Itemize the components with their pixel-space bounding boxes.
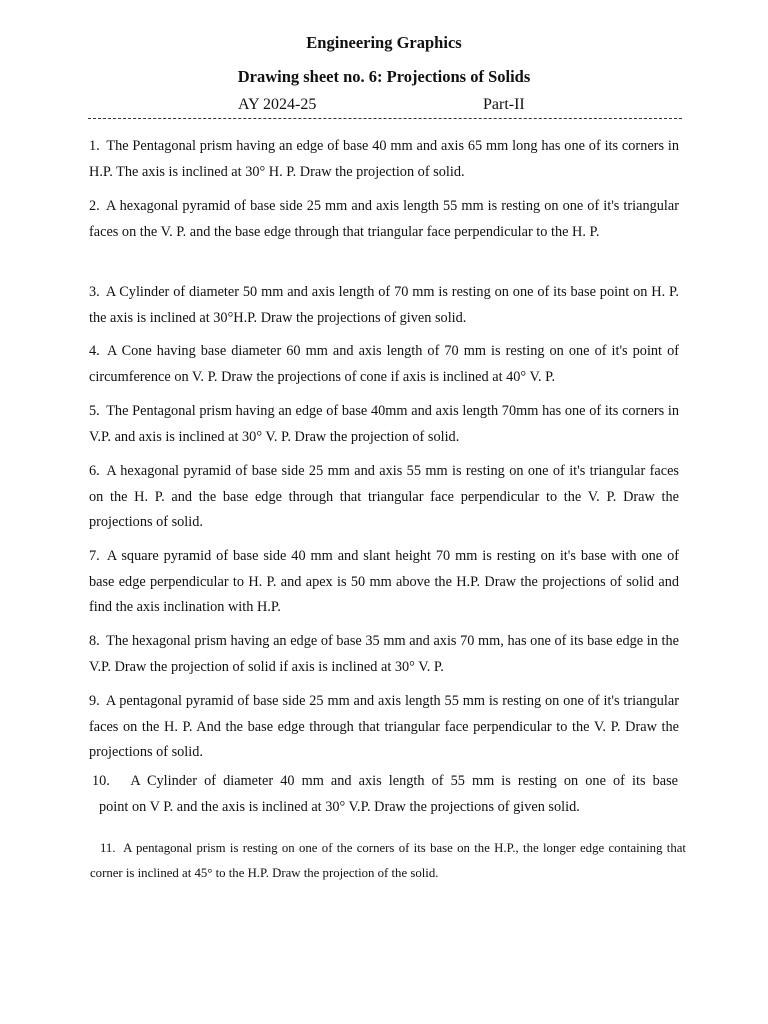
question-10 [92, 769, 678, 820]
question-number: 5. [89, 403, 100, 419]
question-text: A pentagonal pyramid of base side 25 mm and axis length 55 mm is resting on one of it's triangular faces on the H. P. And the base edge through that triangular face perpendicular to the V. P. Draw the projections of solid. [89, 693, 679, 760]
question-8 [89, 629, 679, 680]
question-text: The hexagonal prism having an edge of base 35 mm and axis 70 mm, has one of its base edge in the V.P. Draw the projection of solid if axis is inclined at 30° V. P. [89, 633, 679, 675]
question-3 [89, 280, 679, 331]
question-text: A hexagonal pyramid of base side 25 mm and axis 55 mm is resting on one of it's triangular faces on the H. P. and the base edge through that triangular face perpendicular to the V. P. Draw the projections of solid. [89, 463, 679, 530]
academic-year: AY 2024-25 [238, 96, 317, 113]
question-number: 10. [92, 773, 110, 789]
part-label: Part-II [483, 96, 525, 113]
question-2 [89, 194, 679, 245]
document-subtitle: Drawing sheet no. 6: Projections of Solids [237, 67, 531, 86]
question-text-line-2: point on V P. and the axis is inclined at 30° V.P. Draw the projections of given solid. [99, 798, 580, 815]
question-number: 2. [89, 198, 100, 214]
question-text: A hexagonal pyramid of base side 25 mm and axis length 55 mm is resting on one of it's triangular faces on the V. P. and the base edge through that triangular face perpendicular to the H. P. [89, 198, 679, 240]
question-number: 4. [89, 343, 100, 359]
question-5 [89, 399, 679, 450]
question-text: A Cylinder of diameter 50 mm and axis length of 70 mm is resting on one of its base point on H. P. the axis is inclined at 30°H.P. Draw the projections of given solid. [89, 284, 679, 326]
question-9 [89, 689, 679, 766]
question-7 [89, 544, 679, 621]
question-text: A pentagonal prism is resting on one of the corners of its base on the H.P., the longer edge containing that corner is inclined at 45° to the H.P. Draw the projection of the solid. [90, 841, 686, 880]
question-number: 8. [89, 633, 100, 649]
question-text: A Cone having base diameter 60 mm and axis length of 70 mm is resting on one of it's point of circumference on V. P. Draw the projections of cone if axis is inclined at 40° V. P. [89, 343, 679, 385]
question-number: 11. [100, 841, 116, 855]
question-number: 7. [89, 548, 100, 564]
question-6 [89, 459, 679, 536]
question-text-line-1: A Cylinder of diameter 40 mm and axis length of 55 mm is resting on one of its base [130, 773, 678, 789]
question-text: The Pentagonal prism having an edge of base 40mm and axis length 70mm has one of its corners in V.P. and axis is inclined at 30° V. P. Draw the projection of solid. [89, 403, 679, 445]
question-number: 6. [89, 463, 100, 479]
dashed-divider [88, 118, 682, 119]
question-text: The Pentagonal prism having an edge of base 40 mm and axis 65 mm long has one of its corners in H.P. The axis is inclined at 30° H. P. Draw the projection of solid. [89, 138, 679, 180]
question-number: 9. [89, 693, 100, 709]
document-title: Engineering Graphics [306, 33, 462, 52]
question-4 [89, 339, 679, 390]
question-number: 3. [89, 284, 100, 300]
question-text: A square pyramid of base side 40 mm and slant height 70 mm is resting on it's base with one of base edge perpendicular to H. P. and apex is 50 mm above the H.P. Draw the projections of solid and find the axis inclination with H.P. [89, 548, 679, 615]
question-11 [90, 836, 686, 886]
question-1 [89, 134, 679, 185]
question-number: 1. [89, 138, 100, 154]
